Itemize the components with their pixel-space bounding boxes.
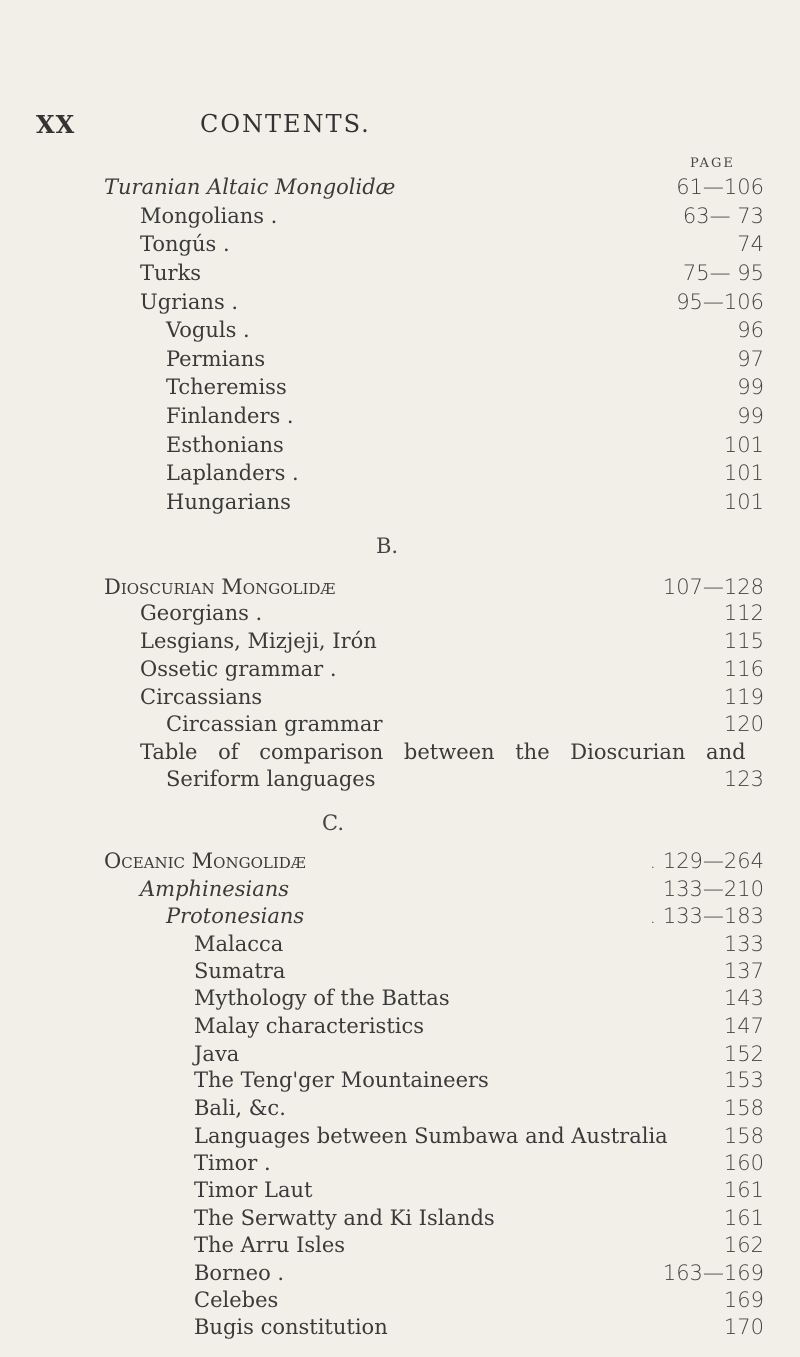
toc-entry [0,682,800,712]
toc-entry-page: 120 [723,712,764,737]
toc-entry [0,430,800,460]
toc-entry [0,1175,800,1205]
section-letter: B. [376,534,399,558]
toc-entry [0,626,800,656]
toc-entry-title: Timor Laut [194,1178,313,1203]
toc-entry-title: Voguls . [166,318,250,342]
toc-entry-page: 161 [723,1178,764,1203]
toc-entry-title: Mongolians . [140,204,278,228]
toc-entry [0,1148,800,1178]
toc-entry-title: Java [194,1041,240,1066]
toc-entry [0,709,800,739]
toc-entry [0,1093,800,1123]
toc-entry-title: The Teng'ger Mountaineers [194,1068,489,1093]
toc-entry [0,929,800,959]
toc-entry-title: Table of comparison between the Dioscurian and [140,740,746,765]
toc-entry [0,737,800,767]
toc-entry-title: Sumatra [194,959,286,984]
toc-entry-title: Ossetic grammar . [140,656,337,681]
toc-entry-title: Tcheremiss [166,375,287,399]
toc-entry [0,458,800,488]
toc-entry-page: 147 [723,1013,764,1038]
toc-entry [0,956,800,986]
toc-entry [0,846,800,876]
toc-entry-title: Dioscurian Mongolidæ [104,574,336,599]
page-number: XX [36,110,76,139]
toc-entry [0,344,800,374]
toc-entry [0,654,800,684]
toc-entry-page: 101 [723,490,764,514]
toc-entry [0,315,800,345]
toc-entry-page: 101 [723,433,764,457]
toc-entry-title: Georgians . [140,601,263,626]
toc-entry-page: 158 [723,1096,764,1121]
toc-entry-page: 169 [723,1287,764,1312]
toc-entry-page: 119 [723,684,764,709]
toc-entry-title: Permians [166,347,266,371]
toc-entry-title: Borneo . [194,1260,285,1285]
toc-entry-title: Laplanders . [166,461,299,485]
toc-entry-page: 95—106 [676,290,764,314]
toc-entry-title: Finlanders . [166,404,294,428]
toc-entry [0,1258,800,1288]
toc-entry-title: Esthonians [166,433,284,457]
toc-entry-title: Bugis constitution [194,1315,388,1340]
toc-entry-title: Lesgians, Mizjeji, Irón [140,629,377,654]
page-title: CONTENTS. [200,110,371,138]
toc-entry-title: Circassians [140,684,263,709]
toc-entry-page: 116 [723,656,764,681]
toc-entry [0,572,800,602]
toc-entry [0,1203,800,1233]
toc-entry-page: 97 [737,347,764,371]
section-letter: C. [322,810,344,835]
toc-entry-page: 107—128 [662,574,764,599]
toc-entry-title: The Arru Isles [194,1233,346,1257]
toc-entry-page: . 129—264 [649,849,764,874]
toc-entry-title: The Serwatty and Ki Islands [194,1206,495,1231]
toc-entry [0,1011,800,1041]
toc-entry-title: Malay characteristics [194,1013,425,1038]
toc-entry-page: 101 [723,461,764,485]
toc-entry-page: 158 [723,1123,764,1148]
toc-entry-page: 133 [723,931,764,956]
toc-entry-title: Protonesians [166,903,305,928]
toc-entry-title: Turks [140,261,202,285]
toc-entry [0,1121,800,1151]
toc-entry [0,201,800,231]
toc-entry [0,287,800,317]
toc-entry-page: 170 [723,1315,764,1340]
toc-entry-page: 123 [723,766,764,791]
toc-entry [0,401,800,431]
page-column-label: PAGE [690,156,735,171]
toc-entry-page: 115 [723,629,764,654]
toc-entry-title: Hungarians [166,490,291,514]
toc-entry-page: 143 [723,986,764,1011]
toc-entry-page: 74 [737,232,764,256]
toc-entry-page: 161 [723,1206,764,1231]
toc-entry-title: Malacca [194,931,284,956]
toc-entry-page: 163—169 [662,1260,764,1285]
toc-entry-page: 112 [723,601,764,626]
toc-entry [0,901,800,931]
toc-entry [0,764,800,794]
toc-entry-page: 153 [723,1068,764,1093]
toc-entry-title: Circassian grammar [166,712,383,737]
toc-entry-page: 63— 73 [682,204,764,228]
toc-entry [0,1065,800,1095]
toc-entry-page: . 133—183 [649,903,764,928]
toc-entry-title: Turanian Altaic Mongolidæ [104,175,396,199]
toc-entry-page: 96 [737,318,764,342]
toc-entry-page: 152 [723,1041,764,1066]
toc-entry-title: Timor . [194,1150,271,1175]
toc-entry [0,229,800,259]
toc-entry-title: Celebes [194,1287,279,1312]
toc-entry-title: Seriform languages [166,766,376,791]
toc-entry-page: 162 [723,1233,764,1257]
toc-entry [0,372,800,402]
toc-entry-title: Ugrians . [140,290,239,314]
toc-entry [0,1230,800,1260]
toc-entry-title: Bali, &c. [194,1096,286,1121]
toc-entry-title: Amphinesians [140,877,290,901]
toc-entry-title: Languages between Sumbawa and Australia [194,1123,668,1148]
toc-entry-title: Mythology of the Battas [194,986,450,1011]
toc-entry [0,258,800,288]
toc-entry [0,983,800,1013]
toc-entry [0,1039,800,1069]
toc-entry [0,1285,800,1315]
toc-entry-page: 99 [737,375,764,399]
toc-entry [0,172,800,202]
toc-entry [0,1312,800,1342]
toc-entry-title: Tongús . [140,232,230,256]
toc-entry-page: 75— 95 [682,261,764,285]
toc-entry-title: Oceanic Mongolidæ [104,849,306,874]
toc-entry [0,874,800,904]
toc-entry-page: 160 [723,1150,764,1175]
toc-entry-page: 61—106 [676,175,764,199]
toc-entry-page: 137 [723,959,764,984]
toc-entry [0,598,800,628]
toc-entry-page: 99 [737,404,764,428]
toc-entry [0,487,800,517]
toc-entry-page: 133—210 [662,877,764,901]
